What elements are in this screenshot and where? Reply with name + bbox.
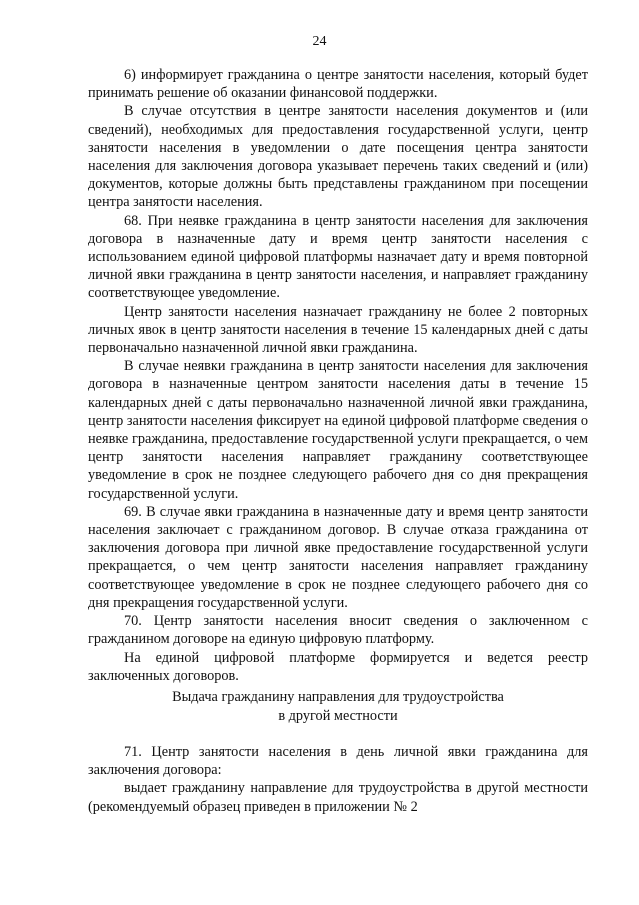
section-heading: [88, 688, 588, 726]
document-body: [88, 66, 588, 685]
paragraph: В случае отсутствия в центре занятости населения документов и (или сведений), необходимых для предоставления государственной услуги, центр занятости населения в уведомлении о дате посещения центра занятости населения для заключения договора указывает перечень таких сведений и (или) документов, которые должны быть представлены гражданином при посещении центра занятости населения.: [88, 103, 588, 211]
paragraph: 68. При неявке гражданина в центр занятости населения для заключения договора в назначенные дату и время центр занятости населения с использованием единой цифровой платформы назначает дату и время повторной личной явки гражданина в центр занятости населения, и направляет гражданину соответствующее уведомление.: [88, 212, 588, 302]
page-number: 24: [312, 34, 327, 49]
paragraph: 6) информирует гражданина о центре занятости населения, который будет принимать решение об оказании финансовой поддержки.: [88, 67, 588, 102]
section-heading-line-2: в другой местности: [278, 708, 398, 724]
section-heading-line-1: Выдача гражданину направления для трудоустройства: [172, 689, 504, 705]
paragraph: выдает гражданину направление для трудоустройства в другой местности (рекомендуемый образец приведен в приложении № 2: [88, 780, 588, 815]
paragraph: В случае неявки гражданина в центр занятости населения для заключения договора в назначенные центром занятости населения даты в течение 15 календарных дней с даты первоначально назначенной личной явки гражданина, центр занятости населения фиксирует на единой цифровой платформе сведения о неявке гражданина, предоставление государственной услуги прекращается, о чем центр занятости населения направляет гражданину соответствующее уведомление в срок не позднее следующего рабочего дня со дня прекращения государственной услуги.: [88, 358, 588, 502]
paragraph: Центр занятости населения назначает гражданину не более 2 повторных личных явок в центр занятости населения в течение 15 календарных дней с даты первоначально назначенной личной явки гражданина.: [88, 303, 588, 357]
paragraph: 70. Центр занятости населения вносит сведения о заключенном с гражданином договоре на единую цифровую платформу.: [88, 613, 588, 648]
paragraph: 69. В случае явки гражданина в назначенные дату и время центр занятости населения заключает с гражданином договор. В случае отказа гражданина от заключения договора при личной явке предоставление государственной услуги прекращается, о чем центр занятости населения направляет гражданину соответствующее уведомление в срок не позднее следующего рабочего дня со дня прекращения государственной услуги.: [88, 503, 588, 611]
paragraph: 71. Центр занятости населения в день личной явки гражданина для заключения договора:: [88, 744, 588, 779]
paragraph: На единой цифровой платформе формируется и ведется реестр заключенных договоров.: [88, 649, 588, 684]
document-body-continued: [88, 743, 588, 816]
